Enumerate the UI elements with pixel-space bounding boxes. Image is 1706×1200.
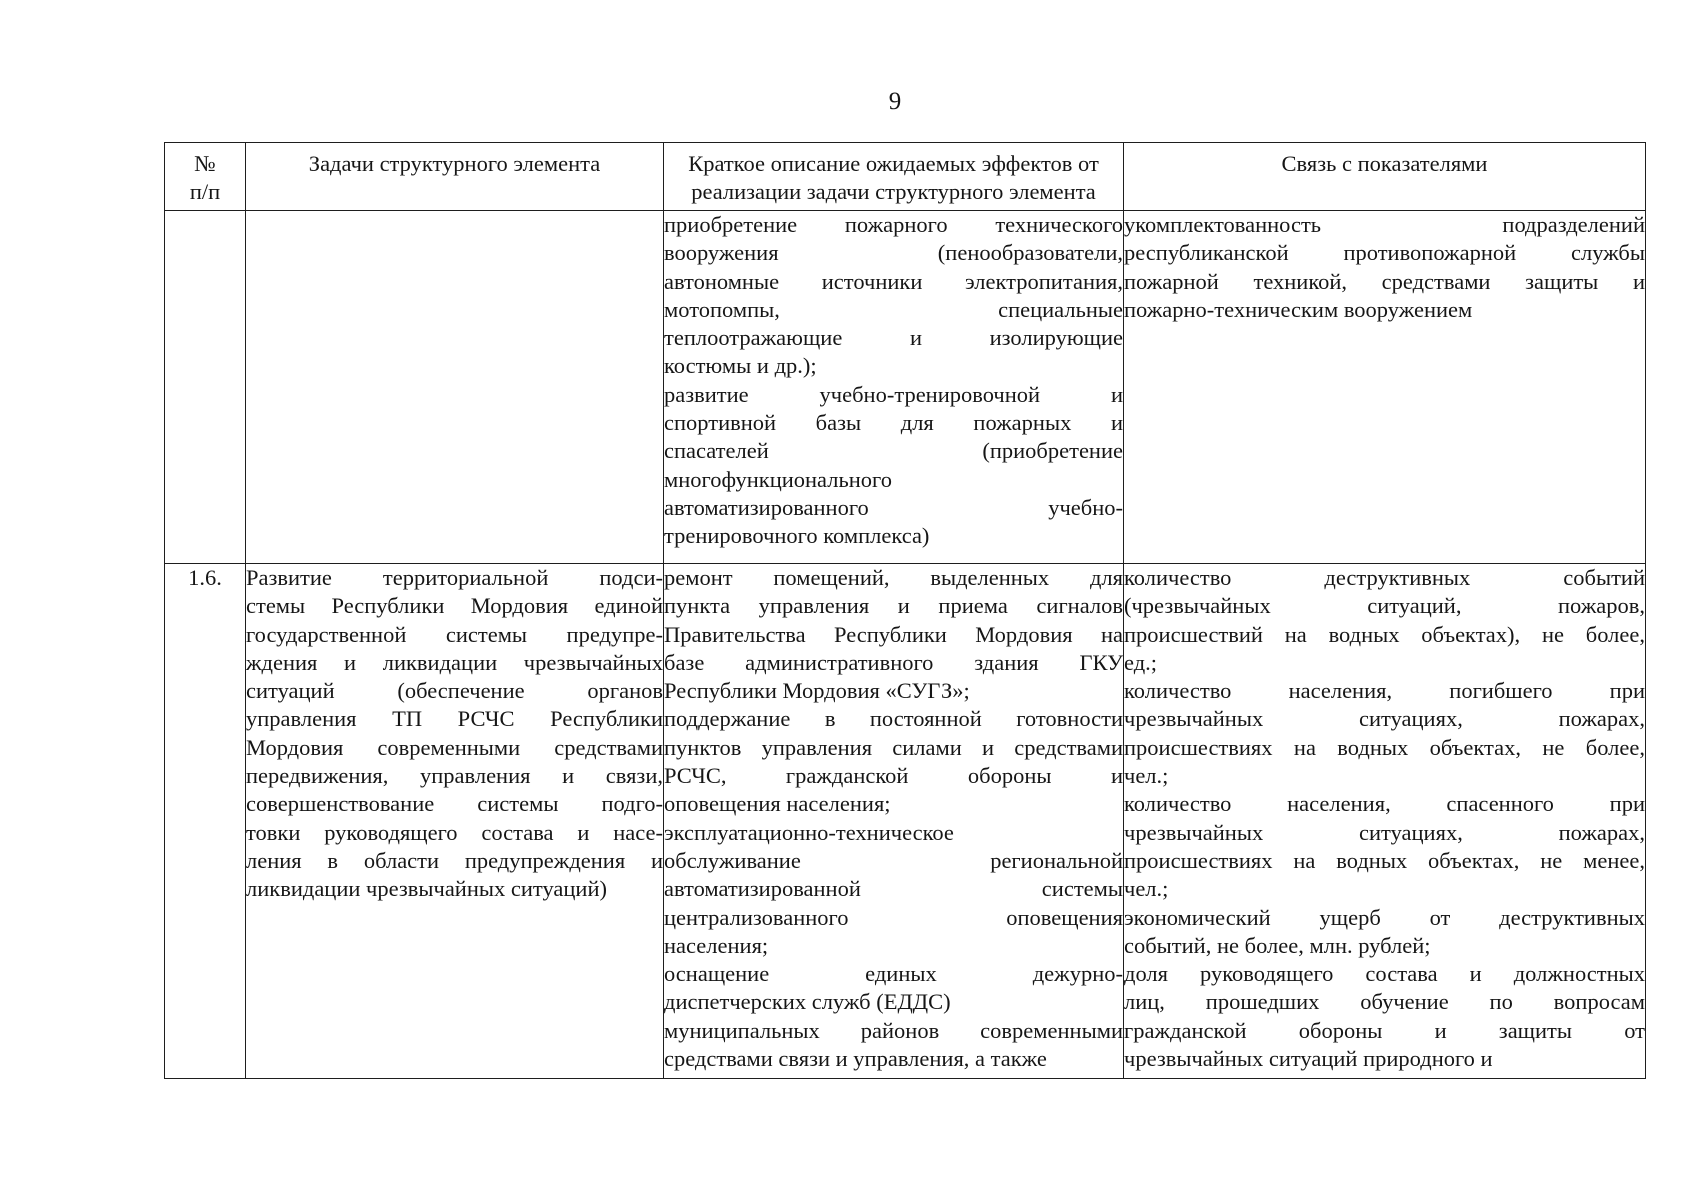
text-line: количество населения, погибшего при: [1124, 678, 1645, 704]
text-line: оповещения населения;: [664, 791, 891, 817]
text-line: эксплуатационно-техническое: [664, 819, 954, 845]
text-line: управления ТП РСЧС Республики: [246, 706, 663, 732]
header-task-line: Задачи структурного элемента: [308, 151, 601, 176]
header-effect-line: Краткое описание ожидаемых эффектов от: [688, 151, 1099, 176]
text-line: ждения и ликвидации чрезвычайных: [246, 649, 663, 675]
table-header-row: [165, 143, 1646, 211]
text-line: автоматизированной системы: [664, 876, 1123, 902]
text-line: автономные источники электропитания,: [664, 268, 1123, 294]
text-line: оснащение единых дежурно-: [664, 961, 1123, 987]
row-task-cell: [246, 211, 664, 564]
text-line: происшествий на водных объектах), не более,: [1124, 621, 1645, 647]
row-effect-cell: [664, 564, 1124, 1079]
text-line: муниципальных районов современными: [664, 1017, 1123, 1043]
text-line: пожарной техникой, средствами защиты и: [1124, 268, 1645, 294]
page-number: 9: [888, 88, 902, 115]
row-number-cell: [165, 211, 246, 564]
program-table: [164, 142, 1646, 1079]
row-task-cell: [246, 564, 664, 1079]
text-line: обслуживание региональной: [664, 847, 1123, 873]
text-line: республиканской противопожарной службы: [1124, 240, 1645, 266]
text-line: теплоотражающие и изолирующие: [664, 325, 1123, 351]
text-line: гражданской обороны и защиты от: [1124, 1017, 1645, 1043]
text-line: доля руководящего состава и должностных: [1124, 961, 1645, 987]
header-link: [1124, 143, 1646, 211]
row-number-cell: 1.6.: [165, 564, 246, 1079]
header-link-line: Связь с показателями: [1281, 151, 1488, 176]
text-line: Республики Мордовия «СУГЗ»;: [664, 678, 970, 704]
text-line: поддержание в постоянной готовности: [664, 706, 1123, 732]
text-line: чрезвычайных ситуациях, пожарах,: [1124, 706, 1645, 732]
text-line: пунктов управления силами и средствами: [664, 734, 1123, 760]
text-line: ления в области предупреждения и: [246, 847, 663, 873]
text-line: ед.;: [1124, 649, 1158, 675]
text-line: (чрезвычайных ситуаций, пожаров,: [1124, 593, 1645, 619]
text-line: многофункционального: [664, 466, 892, 492]
text-line: чел.;: [1124, 763, 1169, 789]
header-number-line: №: [194, 151, 216, 176]
text-line: лиц, прошедших обучение по вопросам: [1124, 989, 1645, 1015]
text-line: пункта управления и приема сигналов: [664, 593, 1123, 619]
header-effect: [664, 143, 1124, 211]
text-line: развитие учебно-тренировочной и: [664, 381, 1123, 407]
text-line: товки руководящего состава и насе-: [246, 819, 663, 845]
text-line: автоматизированного учебно-: [664, 494, 1123, 520]
text-line: РСЧС, гражданской обороны и: [664, 763, 1123, 789]
text-line: экономический ущерб от деструктивных: [1124, 904, 1645, 930]
text-line: стемы Республики Мордовия единой: [246, 593, 663, 619]
row-link-cell: [1124, 211, 1646, 564]
text-line: государственной системы предупре-: [246, 621, 663, 647]
text-line: ремонт помещений, выделенных для: [664, 565, 1123, 590]
table-row: [165, 211, 1646, 564]
text-line: средствами связи и управления, а также: [664, 1046, 1047, 1072]
text-line: происшествиях на водных объектах, не менее,: [1124, 847, 1645, 873]
text-line: чрезвычайных ситуаций природного и: [1124, 1046, 1493, 1072]
text-line: приобретение пожарного технического: [664, 212, 1123, 237]
header-effect-line: реализации задачи структурного элемента: [691, 179, 1096, 205]
row-link-cell: [1124, 564, 1646, 1079]
text-line: пожарно-техническим вооружением: [1124, 296, 1473, 322]
text-line: чрезвычайных ситуациях, пожарах,: [1124, 819, 1645, 845]
text-line: диспетчерских служб (ЕДДС): [664, 989, 951, 1015]
text-line: событий, не более, млн. рублей;: [1124, 932, 1431, 958]
text-line: Мордовия современными средствами: [246, 734, 663, 760]
header-number: [165, 143, 246, 211]
text-line: Правительства Республики Мордовия на: [664, 621, 1123, 647]
text-line: спасателей (приобретение: [664, 438, 1123, 464]
table-row: [165, 564, 1646, 1079]
text-line: тренировочного комплекса): [664, 523, 930, 549]
text-line: происшествиях на водных объектах, не более,: [1124, 734, 1645, 760]
text-line: спортивной базы для пожарных и: [664, 410, 1123, 436]
text-line: вооружения (пенообразователи,: [664, 240, 1123, 266]
text-line: ситуаций (обеспечение органов: [246, 678, 663, 704]
text-line: централизованного оповещения: [664, 904, 1123, 930]
text-line: населения;: [664, 932, 769, 958]
text-line: костюмы и др.);: [664, 353, 817, 379]
text-line: совершенствование системы подго-: [246, 791, 663, 817]
header-number-line: п/п: [189, 179, 221, 205]
text-line: мотопомпы, специальные: [664, 296, 1123, 322]
text-line: количество деструктивных событий: [1124, 565, 1645, 590]
text-line: ликвидации чрезвычайных ситуаций): [246, 876, 607, 902]
text-line: чел.;: [1124, 876, 1169, 902]
text-line: передвижения, управления и связи,: [246, 763, 663, 789]
text-line: базе административного здания ГКУ: [664, 649, 1123, 675]
text-line: укомплектованность подразделений: [1124, 212, 1645, 237]
text-line: Развитие территориальной подси-: [246, 565, 663, 590]
text-line: количество населения, спасенного при: [1124, 791, 1645, 817]
row-effect-cell: [664, 211, 1124, 564]
header-task: [246, 143, 664, 211]
